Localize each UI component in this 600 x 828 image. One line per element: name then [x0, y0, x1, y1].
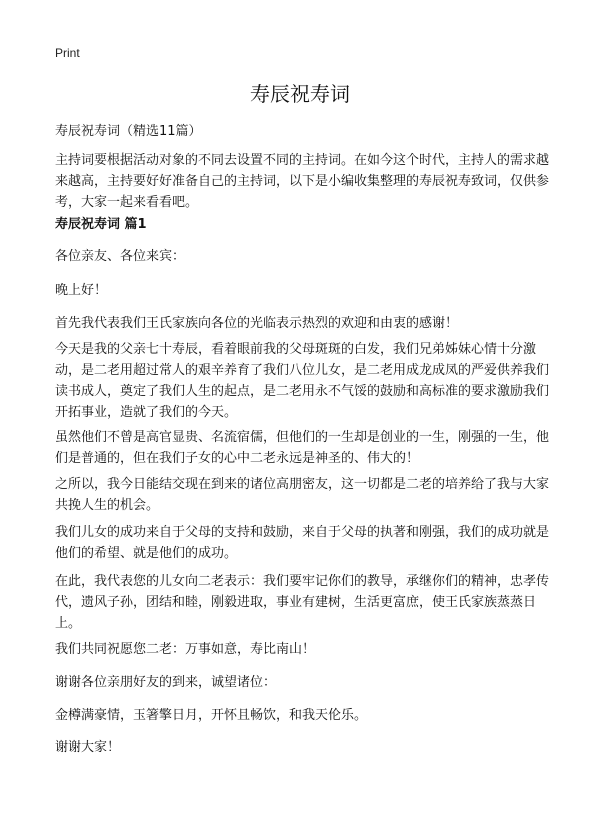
paragraph: 金樽满豪情，玉箸擎日月，开怀且畅饮，和我天伦乐。: [55, 708, 368, 723]
paragraph: 在此，我代表您的儿女向二老表示：我们要牢记你们的教导，承继你们的精神，忠孝传代，遗风子孙，团结和睦，刚毅进取，事业有建树，生活更富庶，使王氏家族蒸蒸日上。: [55, 574, 550, 631]
paragraph: 各位亲友、各位来宾：: [55, 249, 186, 264]
print-link[interactable]: Print: [55, 46, 80, 60]
paragraph: 我们共同祝愿您二老：万事如意，寿比南山！: [55, 642, 316, 657]
page-title: 寿辰祝寿词: [250, 82, 350, 106]
intro-paragraph: 主持词要根据活动对象的不同去设置不同的主持词。在如今这个时代，主持人的需求越来越高，主持要好好准备自己的主持词，以下是小编收集整理的寿辰祝寿致词，仅供参考，大家一起来看看吧。: [55, 153, 550, 210]
paragraph: 今天是我的父亲七十寿辰，看着眼前我的父母斑斑的白发，我们兄弟姊妹心情十分激动，是二老用超过常人的艰辛养育了我们八位儿女，是二老用成龙成凤的严爱供养我们读书成人，奠定了我们人生的起点，是二老用永不气馁的鼓励和高标准的要求激励我们开拓事业，造就了我们的今天。: [55, 342, 550, 420]
paragraph: 谢谢各位亲朋好友的到来，诚望诸位：: [55, 675, 277, 690]
paragraph: 晚上好！: [55, 283, 108, 298]
paragraph: 我们儿女的成功来自于父母的支持和鼓励，来自于父母的执著和刚强，我们的成功就是他们的希望、就是他们的成功。: [55, 525, 550, 561]
paragraph: 之所以，我今日能结交现在到来的诸位高朋密友，这一切都是二老的培养给了我与大家共挽人生的机会。: [55, 477, 550, 513]
paragraph: 谢谢大家！: [55, 740, 121, 755]
document-subtitle: 寿辰祝寿词（精选11篇）: [55, 124, 202, 139]
paragraph: 首先我代表我们王氏家族向各位的光临表示热烈的欢迎和由衷的感谢！: [55, 316, 459, 331]
paragraph: 虽然他们不曾是高官显贵、名流宿儒，但他们的一生却是创业的一生，刚强的一生，他们是普通的，但在我们子女的心中二老永远是神圣的、伟大的！: [55, 430, 550, 466]
section-heading: 寿辰祝寿词 篇1: [55, 217, 147, 232]
